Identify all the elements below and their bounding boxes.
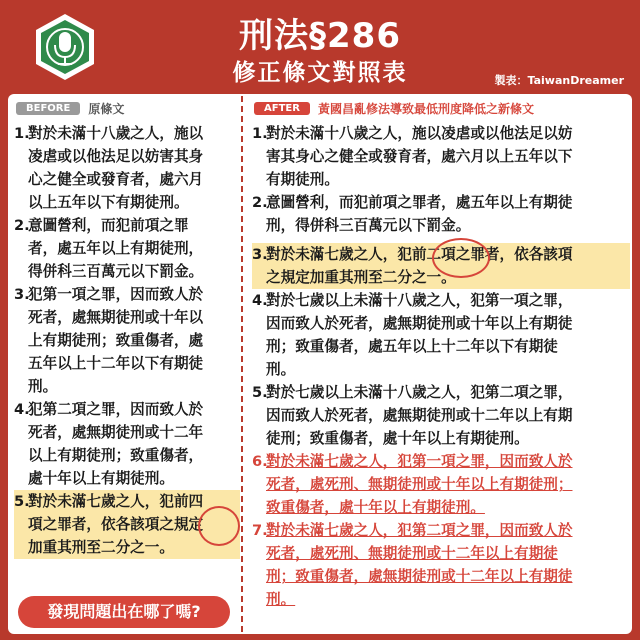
column-divider [241,96,243,632]
highlight-circle-after [432,238,490,278]
before-column [14,122,240,559]
after-badge: AFTER [254,102,310,115]
after-item-7: 7. 對於未滿七歲之人，犯第二項之罪，因而致人於 死者，處死刑、無期徒刑或十二年以上有期徒 刑；致重傷者，處無期徒刑或十二年以上有期徒 刑。 [252,522,573,608]
credit-text: 製表：TaiwanDreamer [494,74,624,87]
header [0,0,640,92]
before-item-5: 5. 對於未滿七歲之人，犯前四 項之罪者，依各該項之規定 加重其刑至二分之一。 [14,490,240,559]
before-label: 原條文 [88,101,125,116]
after-item-2: 2. 意圖營利，而犯前項之罪者，處五年以上有期徒 刑，得併科三百萬元以下罰金。 [252,194,573,234]
question-banner: 發現問題出在哪了嗎? [18,596,230,628]
page-subtitle: 修正條文對照表 [232,60,408,86]
after-header [254,100,534,116]
before-header [16,100,124,116]
before-item-1: 1. 對於未滿十八歲之人，施以 凌虐或以他法足以妨害其身 心之健全或發育者，處六月 以上五年以下有期徒刑。 [14,125,204,211]
after-item-5: 5. 對於七歲以上未滿十八歲之人，犯第二項之罪， 因而致人於死者，處無期徒刑或十二年以上有期 徒刑；致重傷者，處十年以上有期徒刑。 [252,384,573,447]
after-column [252,122,630,611]
after-item-4: 4. 對於七歲以上未滿十八歲之人，犯第一項之罪， 因而致人於死者，處無期徒刑或十年以上有期徒 刑；致重傷者，處五年以上十二年以下有期徒 刑。 [252,292,573,378]
before-item-2: 2. 意圖營利，而犯前項之罪 者，處五年以上有期徒刑， 得併科三百萬元以下罰金。 [14,217,204,280]
after-item-3: 3. 對於未滿七歲之人，犯前二項之罪者，依各該項 之規定加重其刑至二分之一。 [252,243,630,289]
before-item-3: 3. 犯第一項之罪，因而致人於 死者，處無期徒刑或十年以 上有期徒刑；致重傷者，處 五年以上十二年以下有期徒 刑。 [14,286,204,395]
highlight-circle-before [198,506,240,546]
before-item-4: 4. 犯第二項之罪，因而致人於 死者，處無期徒刑或十二年 以上有期徒刑；致重傷者， 處十年以上有期徒刑。 [14,401,204,487]
after-item-6: 6. 對於未滿七歲之人，犯第一項之罪，因而致人於 死者，處死刑、無期徒刑或十年以上有期徒刑； 致重傷者，處十年以上有期徒刑。 [252,453,573,516]
after-label: 黃國昌亂修法導致最低刑度降低之新條文 [317,101,534,116]
after-item-1: 1. 對於未滿十八歲之人，施以凌虐或以他法足以妨 害其身心之健全或發育者，處六月以上五年以下 有期徒刑。 [252,125,573,188]
page-title: 刑法§286 [239,16,401,56]
before-badge: BEFORE [16,102,80,115]
